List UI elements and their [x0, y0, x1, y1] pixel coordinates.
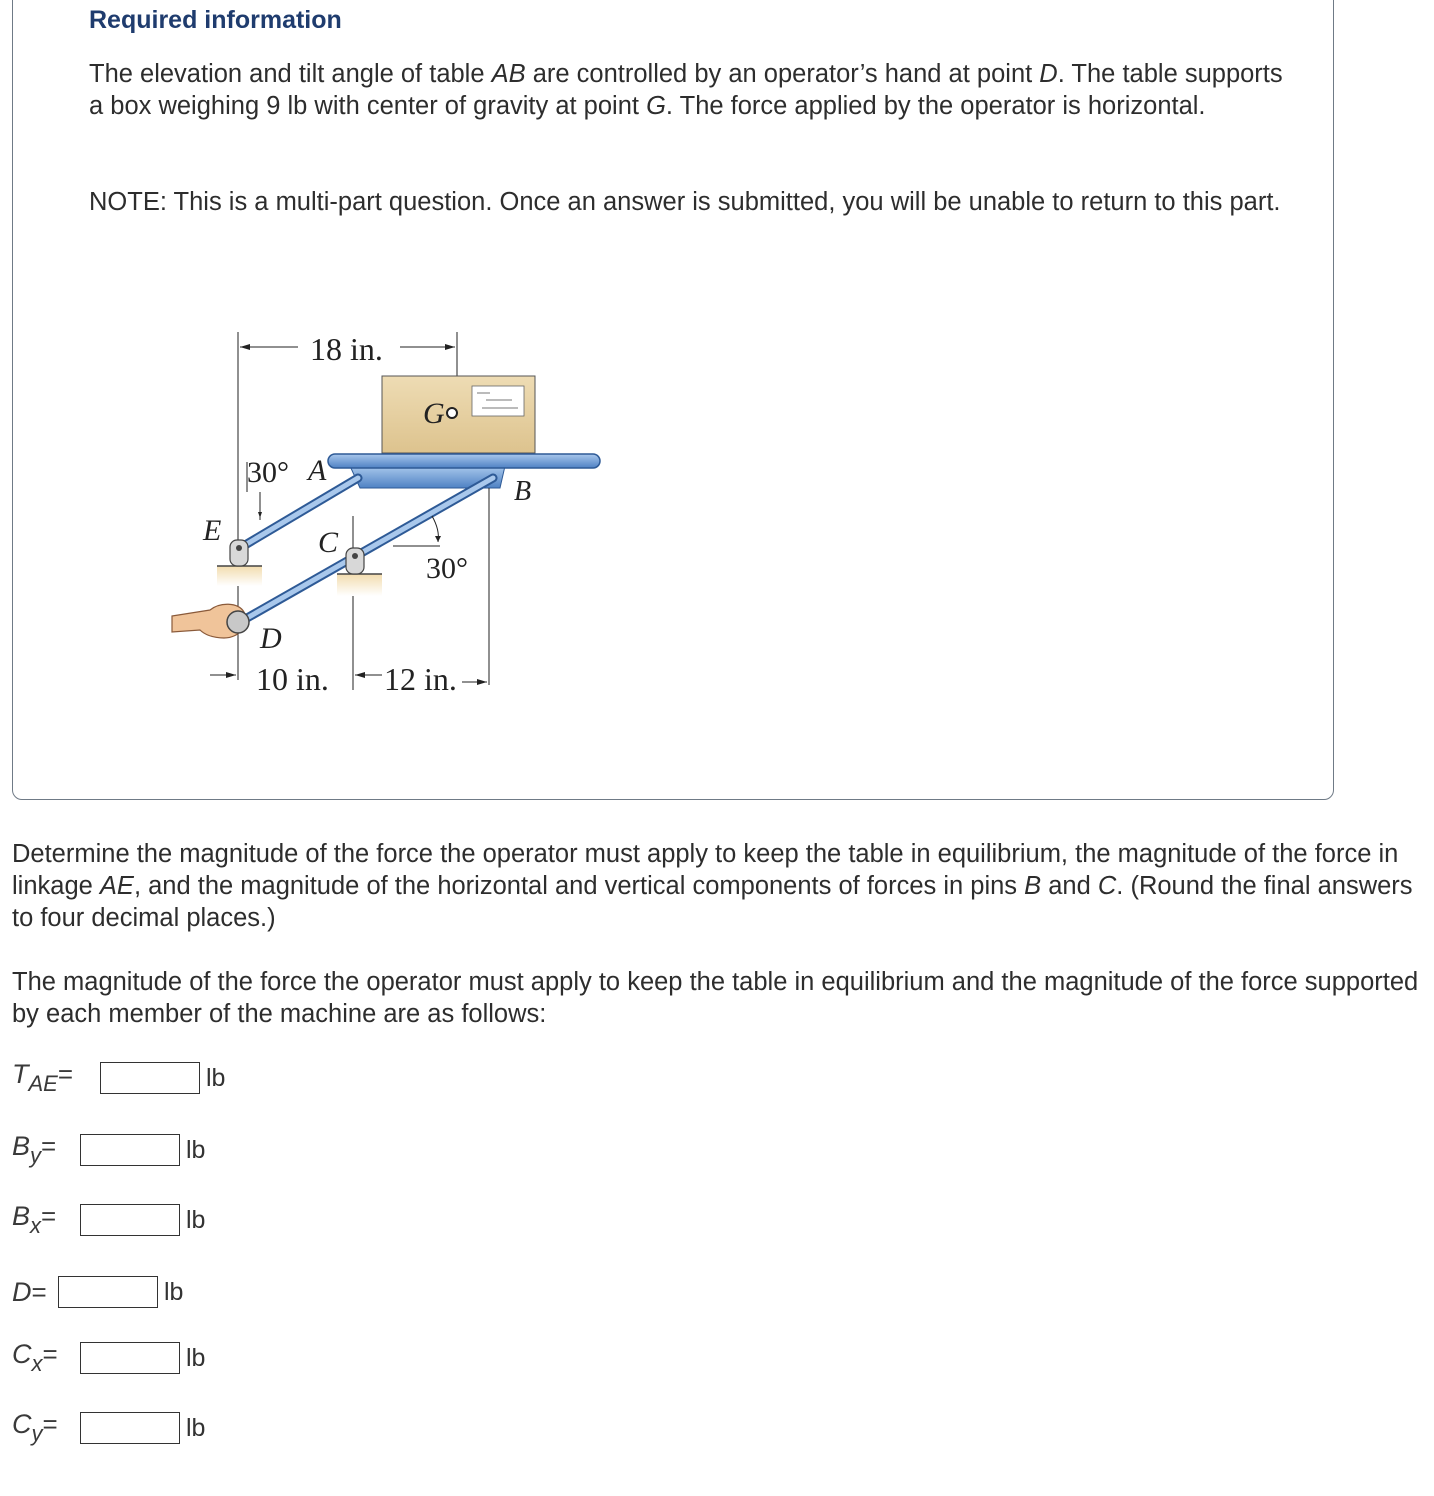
- support-e: [230, 540, 248, 566]
- label-bx: $B_x=$: [12, 1201, 57, 1238]
- answer-row-cx: [12, 1338, 205, 1378]
- dim-left-label: 10 in.: [256, 661, 329, 697]
- question-text: Determine the magnitude of the force the operator must apply to keep the table in equilibrium, the magnitude of the force in linkage AE, and the magnitude of the horizontal and vertical components of forces in pins B and C. (Round the final answers to four decimal places.): [12, 840, 1413, 932]
- label-b: B: [514, 476, 532, 507]
- label-d-answer: D=: [12, 1276, 47, 1307]
- ground-e: [217, 566, 262, 586]
- support-c: [346, 548, 364, 574]
- problem-statement: The elevation and tilt angle of table AB are controlled by an operator’s hand at point D. The table supports a box weighing 9 lb with center of gravity at point G. The force applied by the operator is horizontal.: [89, 60, 1283, 120]
- d-unit: lb: [164, 1277, 184, 1306]
- mechanism-figure: [160, 320, 640, 710]
- label-cx: $C_x=$: [12, 1339, 58, 1376]
- pin-e: [236, 545, 242, 551]
- link-db-highlight: [240, 478, 493, 622]
- multi-part-note: NOTE: This is a multi-part question. Once an answer is submitted, you will be unable to return to this part.: [89, 188, 1281, 216]
- required-information-heading: Required information: [89, 6, 342, 34]
- label-by: $B_y=$: [12, 1131, 57, 1168]
- answer-row-d: [12, 1272, 183, 1312]
- angle-b-label: 30°: [426, 552, 468, 585]
- bx-input[interactable]: [80, 1204, 180, 1236]
- label-cy: $C_y=$: [12, 1409, 58, 1446]
- tae-unit: lb: [206, 1063, 226, 1092]
- pin-c: [352, 553, 358, 559]
- label-c: C: [318, 526, 339, 559]
- dim-right-label: 12 in.: [384, 661, 457, 697]
- cx-input[interactable]: [80, 1342, 180, 1374]
- dim-top-arrowhead-left: [240, 344, 250, 350]
- handle-d: [227, 611, 249, 633]
- by-input[interactable]: [80, 1134, 180, 1166]
- dim-top-arrowhead-right: [445, 344, 455, 350]
- label-d: D: [260, 622, 282, 655]
- cy-input[interactable]: [80, 1412, 180, 1444]
- box-shipping-label: [472, 386, 524, 416]
- answer-row-bx: [12, 1200, 205, 1240]
- label-tae: $T_{AE}=$: [12, 1059, 74, 1096]
- answer-row-cy: [12, 1408, 205, 1448]
- label-g: G: [423, 397, 445, 430]
- ground-c: [337, 574, 382, 596]
- label-e: E: [203, 514, 222, 547]
- tae-input[interactable]: [100, 1062, 200, 1094]
- bx-unit: lb: [186, 1205, 206, 1234]
- answer-intro-text: The magnitude of the force the operator must apply to keep the table in equilibrium and the magnitude of the force supported by each member of the machine are as follows:: [12, 968, 1419, 1028]
- table-ab: [328, 454, 600, 468]
- answer-row-tae: [12, 1058, 225, 1098]
- d-input[interactable]: [58, 1276, 158, 1308]
- answer-row-by: [12, 1130, 205, 1170]
- by-unit: lb: [186, 1135, 206, 1164]
- cx-unit: lb: [186, 1343, 206, 1372]
- dim-top-label: 18 in.: [310, 331, 383, 367]
- label-a: A: [308, 454, 327, 487]
- center-of-gravity-marker: [447, 408, 457, 418]
- cy-unit: lb: [186, 1413, 206, 1442]
- angle-a-label: 30°: [247, 456, 289, 489]
